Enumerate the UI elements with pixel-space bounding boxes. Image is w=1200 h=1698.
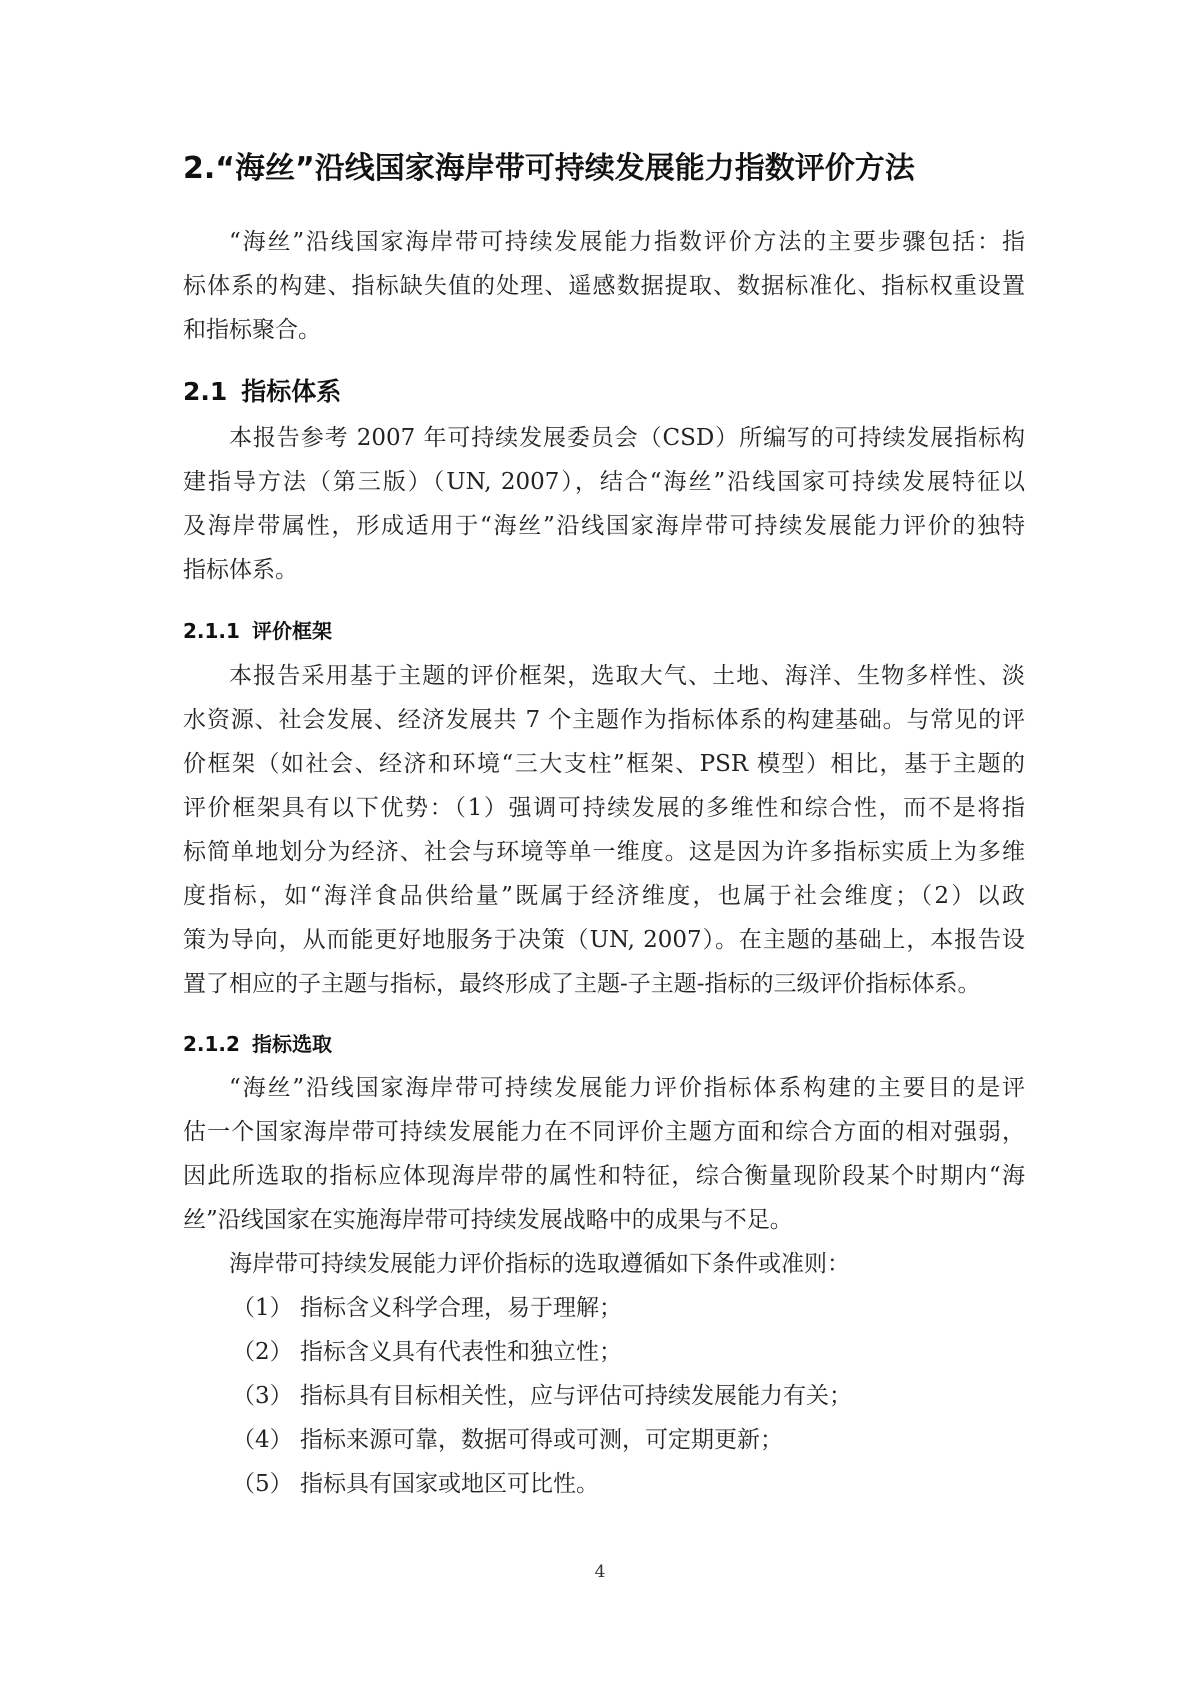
text-line: 建指导方法（第三版）（UN, 2007），结合“海丝”沿线国家可持续发展特征以 [183, 469, 1025, 495]
text-line: 评价框架具有以下优势：（1）强调可持续发展的多维性和综合性，而不是将指 [183, 795, 1025, 821]
paragraph-2-1-1 [183, 654, 1025, 1006]
page-number: 4 [594, 1562, 606, 1582]
criteria-item [183, 1374, 1025, 1418]
text-line: 及海岸带属性，形成适用于“海丝”沿线国家海岸带可持续发展能力评价的独特 [183, 513, 1025, 539]
heading-title: 评价框架 [251, 619, 332, 643]
text-line: “海丝”沿线国家海岸带可持续发展能力评价指标体系构建的主要目的是评 [229, 1075, 1025, 1101]
heading-title: 指标选取 [251, 1032, 332, 1056]
paragraph-2-1 [183, 416, 1025, 592]
criteria-number: （1） [232, 1295, 293, 1321]
text-line: 指标体系。 [183, 557, 298, 583]
text-line: 水资源、社会发展、经济发展共 7 个主题作为指标体系的构建基础。与常见的评 [183, 707, 1025, 733]
criteria-text: 指标具有目标相关性，应与评估可持续发展能力有关； [300, 1383, 852, 1409]
text-line: 因此所选取的指标应体现海岸带的属性和特征，综合衡量现阶段某个时期内“海 [183, 1163, 1025, 1189]
text-line: 本报告参考 2007 年可持续发展委员会（CSD）所编写的可持续发展指标构 [229, 425, 1025, 451]
criteria-number: （3） [232, 1383, 293, 1409]
criteria-text: 指标具有国家或地区可比性。 [300, 1471, 599, 1497]
text-line: 度指标，如“海洋食品供给量”既属于经济维度，也属于社会维度；（2）以政 [183, 883, 1025, 909]
subsection-heading-2-1 [183, 372, 341, 412]
heading-title: 指标体系 [241, 377, 342, 406]
criteria-number: （2） [232, 1339, 293, 1365]
criteria-text: 指标含义具有代表性和独立性； [300, 1339, 622, 1365]
text-line: 本报告采用基于主题的评价框架，选取大气、土地、海洋、生物多样性、淡 [229, 663, 1025, 689]
criteria-text: 指标含义科学合理，易于理解； [300, 1295, 622, 1321]
subsection-heading-2-1-1 [183, 613, 332, 649]
intro-paragraph [183, 220, 1025, 352]
text-line: 标体系的构建、指标缺失值的处理、遥感数据提取、数据标准化、指标权重设置 [183, 273, 1025, 299]
text-line: 策为导向，从而能更好地服务于决策（UN, 2007）。在主题的基础上，本报告设 [183, 927, 1025, 953]
criteria-item [183, 1286, 1025, 1330]
text-line: 价框架（如社会、经济和环境“三大支柱”框架、PSR 模型）相比，基于主题的 [183, 751, 1025, 777]
heading-number: 2.1 [183, 377, 228, 406]
text-line: “海丝”沿线国家海岸带可持续发展能力指数评价方法的主要步骤包括：指 [229, 229, 1025, 255]
subsection-heading-2-1-2 [183, 1026, 332, 1062]
text-line: 估一个国家海岸带可持续发展能力在不同评价主题方面和综合方面的相对强弱， [183, 1119, 1025, 1145]
heading-number: 2.1.2 [183, 1032, 240, 1056]
criteria-item [183, 1462, 1025, 1506]
text-line: 标简单地划分为经济、社会与环境等单一维度。这是因为许多指标实质上为多维 [183, 839, 1025, 865]
criteria-text: 指标来源可靠，数据可得或可测，可定期更新； [300, 1427, 783, 1453]
text-line: 丝”沿线国家在实施海岸带可持续发展战略中的成果与不足。 [183, 1207, 793, 1233]
criteria-number: （5） [232, 1471, 293, 1497]
criteria-intro: 海岸带可持续发展能力评价指标的选取遵循如下条件或准则： [229, 1251, 850, 1277]
section-heading: 2.“海丝”沿线国家海岸带可持续发展能力指数评价方法 [183, 151, 915, 186]
criteria-number: （4） [232, 1427, 293, 1453]
text-line: 置了相应的子主题与指标，最终形成了主题-子主题-指标的三级评价指标体系。 [183, 971, 981, 997]
criteria-item [183, 1330, 1025, 1374]
text-line: 和指标聚合。 [183, 317, 321, 343]
paragraph-2-1-2 [183, 1066, 1025, 1506]
heading-number: 2.1.1 [183, 619, 240, 643]
criteria-item [183, 1418, 1025, 1462]
